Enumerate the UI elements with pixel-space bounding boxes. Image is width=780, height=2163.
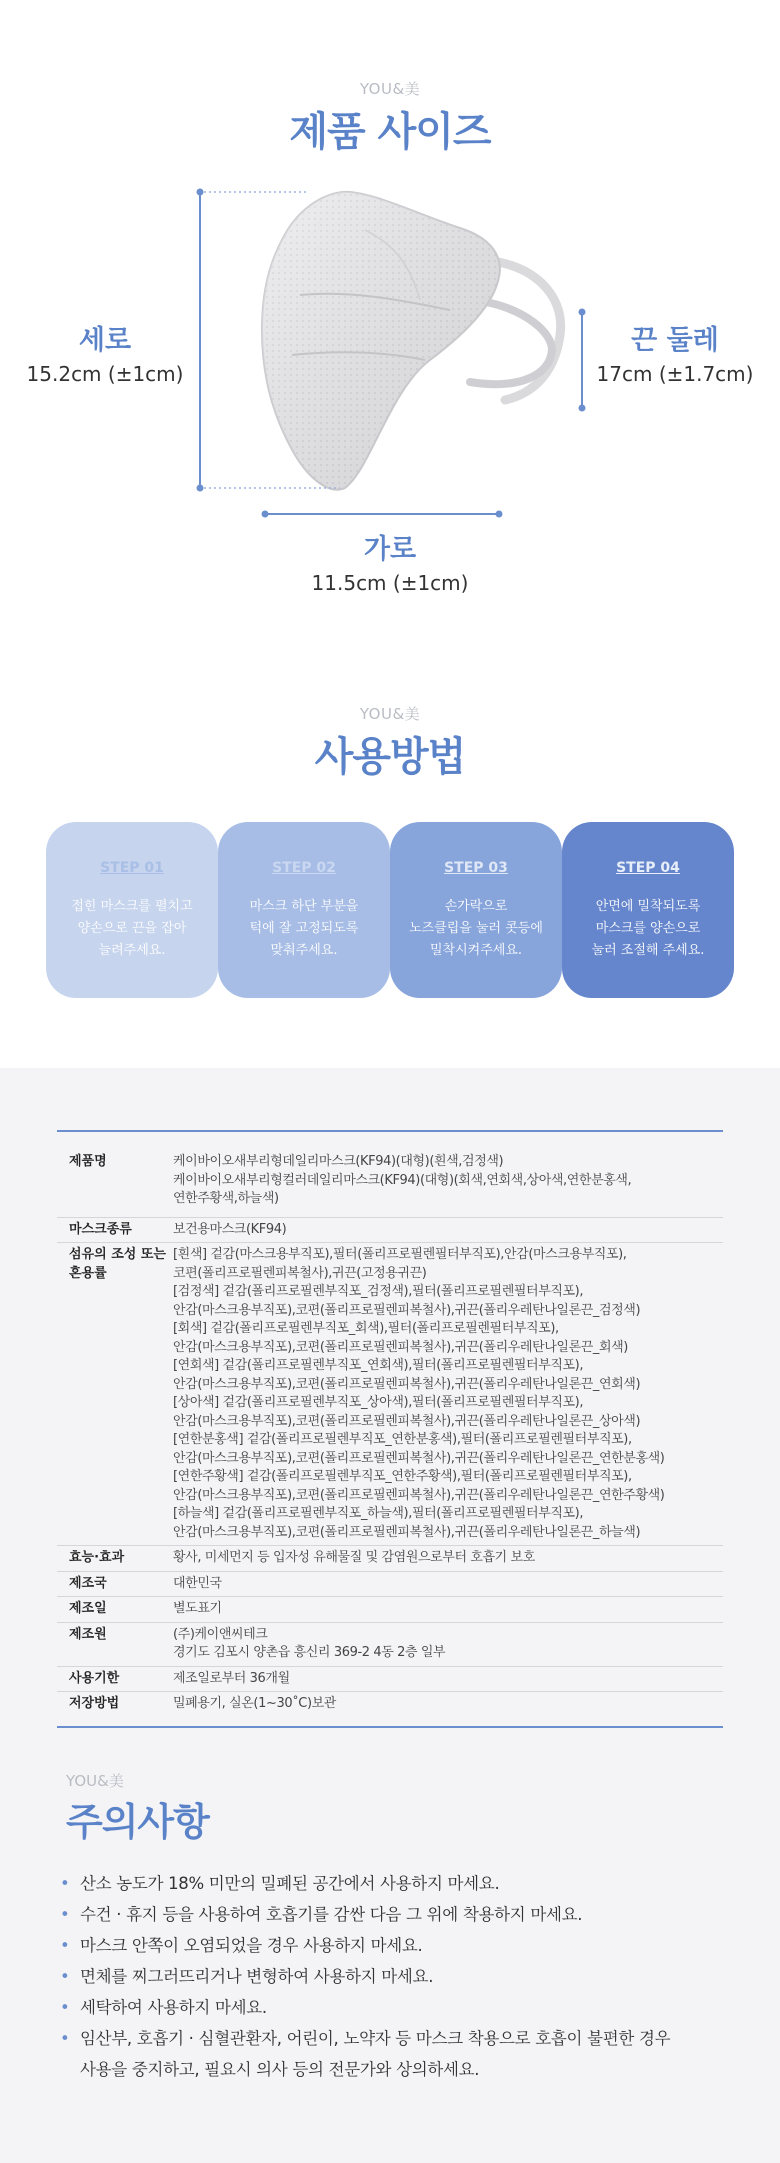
table-row bbox=[57, 1243, 723, 1546]
product-info-section bbox=[0, 1068, 780, 2163]
list-item bbox=[60, 1992, 740, 2023]
bullet-icon: • bbox=[60, 1998, 70, 2017]
step-card-4 bbox=[562, 822, 734, 998]
width-value: 11.5cm (±1cm) bbox=[311, 571, 469, 595]
bullet-icon: • bbox=[60, 2029, 70, 2048]
row-key: 제조일 bbox=[57, 1597, 173, 1623]
row-value: 케이바이오새부리형데일리마스크(KF94)(대형)(흰색,검정색) 케이바이오새부리형컬러데일리마스크(KF94)(대형)(회색,연회색,상아색,연한분홍색, 연한주황색,하늘색) bbox=[173, 1131, 723, 1217]
table-row bbox=[57, 1546, 723, 1572]
row-key: 효능·효과 bbox=[57, 1546, 173, 1572]
caution-text: 산소 농도가 18% 미만의 밀폐된 공간에서 사용하지 마세요. bbox=[80, 1874, 500, 1893]
row-key: 제품명 bbox=[57, 1131, 173, 1217]
caution-text: 마스크 안쪽이 오염되었을 경우 사용하지 마세요. bbox=[80, 1936, 423, 1955]
row-value: 황사, 미세먼지 등 입자성 유해물질 및 감염원으로부터 호흡기 보호 bbox=[173, 1546, 723, 1572]
strap-dimension-line bbox=[579, 309, 586, 412]
row-value: 제조일로부터 36개월 bbox=[173, 1666, 723, 1692]
width-label: 가로 bbox=[363, 534, 417, 565]
row-key: 저장방법 bbox=[69, 1696, 120, 1711]
step-label: STEP 04 bbox=[616, 860, 680, 876]
caution-text: 수건 · 휴지 등을 사용하여 호흡기를 감싼 다음 그 위에 착용하지 마세요. bbox=[80, 1905, 583, 1924]
list-item bbox=[60, 1899, 740, 1930]
caution-list bbox=[60, 1868, 740, 2085]
table-row bbox=[57, 1666, 723, 1692]
usage-steps bbox=[46, 822, 734, 998]
row-value: 대한민국 bbox=[173, 1571, 723, 1597]
brand-label: YOU&美 bbox=[359, 705, 421, 723]
bullet-icon: • bbox=[60, 1936, 70, 1955]
product-info-table bbox=[57, 1130, 723, 1728]
caution-text: 세탁하여 사용하지 마세요. bbox=[80, 1998, 267, 2017]
height-value: 15.2cm (±1cm) bbox=[26, 362, 184, 386]
row-key: 섬유의 조성 또는 혼용률 bbox=[57, 1243, 173, 1546]
row-value: 밀폐용기, 실온(1~30˚C)보관 bbox=[173, 1696, 336, 1711]
strap-label: 끈 둘레 bbox=[631, 325, 719, 356]
bullet-icon: • bbox=[60, 1905, 70, 1924]
row-key: 제조원 bbox=[57, 1622, 173, 1666]
usage-section bbox=[0, 650, 780, 1068]
step-text: 마스크 하단 부분을 턱에 잘 고정되도록 맞춰주세요. bbox=[249, 899, 359, 958]
step-label: STEP 03 bbox=[444, 860, 508, 876]
height-label: 세로 bbox=[78, 325, 132, 356]
row-value: (주)케이앤씨테크 경기도 김포시 양촌읍 흥신리 369-2 4동 2층 일부 bbox=[173, 1622, 723, 1666]
size-section-title: 제품 사이즈 bbox=[289, 109, 491, 155]
list-item bbox=[60, 1930, 740, 1961]
table-row bbox=[57, 1217, 723, 1243]
row-value: 보건용마스크(KF94) bbox=[173, 1217, 723, 1243]
caution-section-title: 주의사항 bbox=[66, 1800, 209, 1844]
step-card-3 bbox=[390, 822, 562, 998]
step-card-2 bbox=[218, 822, 390, 998]
step-label: STEP 01 bbox=[100, 860, 164, 876]
usage-section-title: 사용방법 bbox=[314, 734, 466, 780]
row-key: 제조국 bbox=[57, 1571, 173, 1597]
size-section bbox=[0, 0, 780, 650]
row-key: 사용기한 bbox=[57, 1666, 173, 1692]
table-row bbox=[57, 1622, 723, 1666]
row-value: [흰색] 겉감(마스크용부직포),필터(폴리프로필렌필터부직포),안감(마스크용부직포), 코편(폴리프로필렌피복철사),귀끈(고정용귀끈) [검정색] 겉감(폴리프로필렌부직포_검정색),필터(폴리프로필렌필터부직포), 안감(마스크용부직포),코편(폴리프로필렌피복철사),귀끈(폴리우레탄나일론끈_검정색) [회색] 겉감(폴리프로필렌부직포_회색),필터(폴리프로필렌필터부직포), 안감(마스크용부직포),코편(폴리프로필렌피복철사),귀끈(폴리우레탄나일론끈_회색) [연회색] 겉감(폴리프로필렌부직포_연회색),필터(폴리프로필렌필터부직포), 안감(마스크용부직포),코편(폴리프로필렌피복철사),귀끈(폴리우레탄나일론끈_연회색) [상아색] 겉감(폴리프로필렌부직포_상아색),필터(폴리프로필렌필터부직포), 안감(마스크용부직포),코편(폴리프로필렌피복철사),귀끈(폴리우레탄나일론끈_상아색) [연한분홍색] 겉감(폴리프로필렌부직포_연한분홍색),필터(폴리프로필렌필터부직포), 안감(마스크용부직포),코편(폴리프로필렌피복철사),귀끈(폴리우레탄나일론끈_연한분홍색) [연한주황색] 겉감(폴리프로필렌부직포_연한주황색),필터(폴리프로필렌필터부직포), 안감(마스크용부직포),코편(폴리프로필렌피복철사),귀끈(폴리우레탄나일론끈_연한주황색) [하늘색] 겉감(폴리프로필렌부직포_하늘색),필터(폴리프로필렌필터부직포), 안감(마스크용부직포),코편(폴리프로필렌피복철사),귀끈(폴리우레탄나일론끈_하늘색) bbox=[173, 1243, 723, 1546]
width-dimension-line bbox=[262, 511, 503, 518]
caution-text: 면체를 찌그러뜨리거나 변형하여 사용하지 마세요. bbox=[80, 1967, 434, 1986]
step-text: 안면에 밀착되도록 마스크를 양손으로 눌러 조절해 주세요. bbox=[591, 899, 705, 958]
list-item bbox=[60, 1868, 740, 1899]
list-item bbox=[60, 2023, 740, 2085]
brand-label: YOU&美 bbox=[359, 80, 421, 98]
table-row bbox=[57, 1571, 723, 1597]
table-row bbox=[57, 1692, 723, 1727]
row-key: 마스크종류 bbox=[57, 1217, 173, 1243]
strap-value: 17cm (±1.7cm) bbox=[596, 362, 754, 386]
step-label: STEP 02 bbox=[272, 860, 336, 876]
bullet-icon: • bbox=[60, 1967, 70, 1986]
row-value: 별도표기 bbox=[173, 1597, 723, 1623]
step-text: 손가락으로 노즈클립을 눌러 콧등에 밀착시켜주세요. bbox=[409, 899, 543, 958]
bullet-icon: • bbox=[60, 1874, 70, 1893]
step-card-1 bbox=[46, 822, 218, 998]
list-item bbox=[60, 1961, 740, 1992]
step-text: 접힌 마스크를 펼치고 양손으로 끈을 잡아 늘려주세요. bbox=[71, 899, 193, 958]
mask-body-icon bbox=[262, 192, 500, 490]
brand-label: YOU&美 bbox=[66, 1772, 124, 1790]
table-row bbox=[57, 1131, 723, 1217]
table-row bbox=[57, 1597, 723, 1623]
caution-text: 임산부, 호흡기 · 심혈관환자, 어린이, 노약자 등 마스크 착용으로 호흡이 불편한 경우 사용을 중지하고, 필요시 의사 등의 전문가와 상의하세요. bbox=[80, 2029, 671, 2079]
